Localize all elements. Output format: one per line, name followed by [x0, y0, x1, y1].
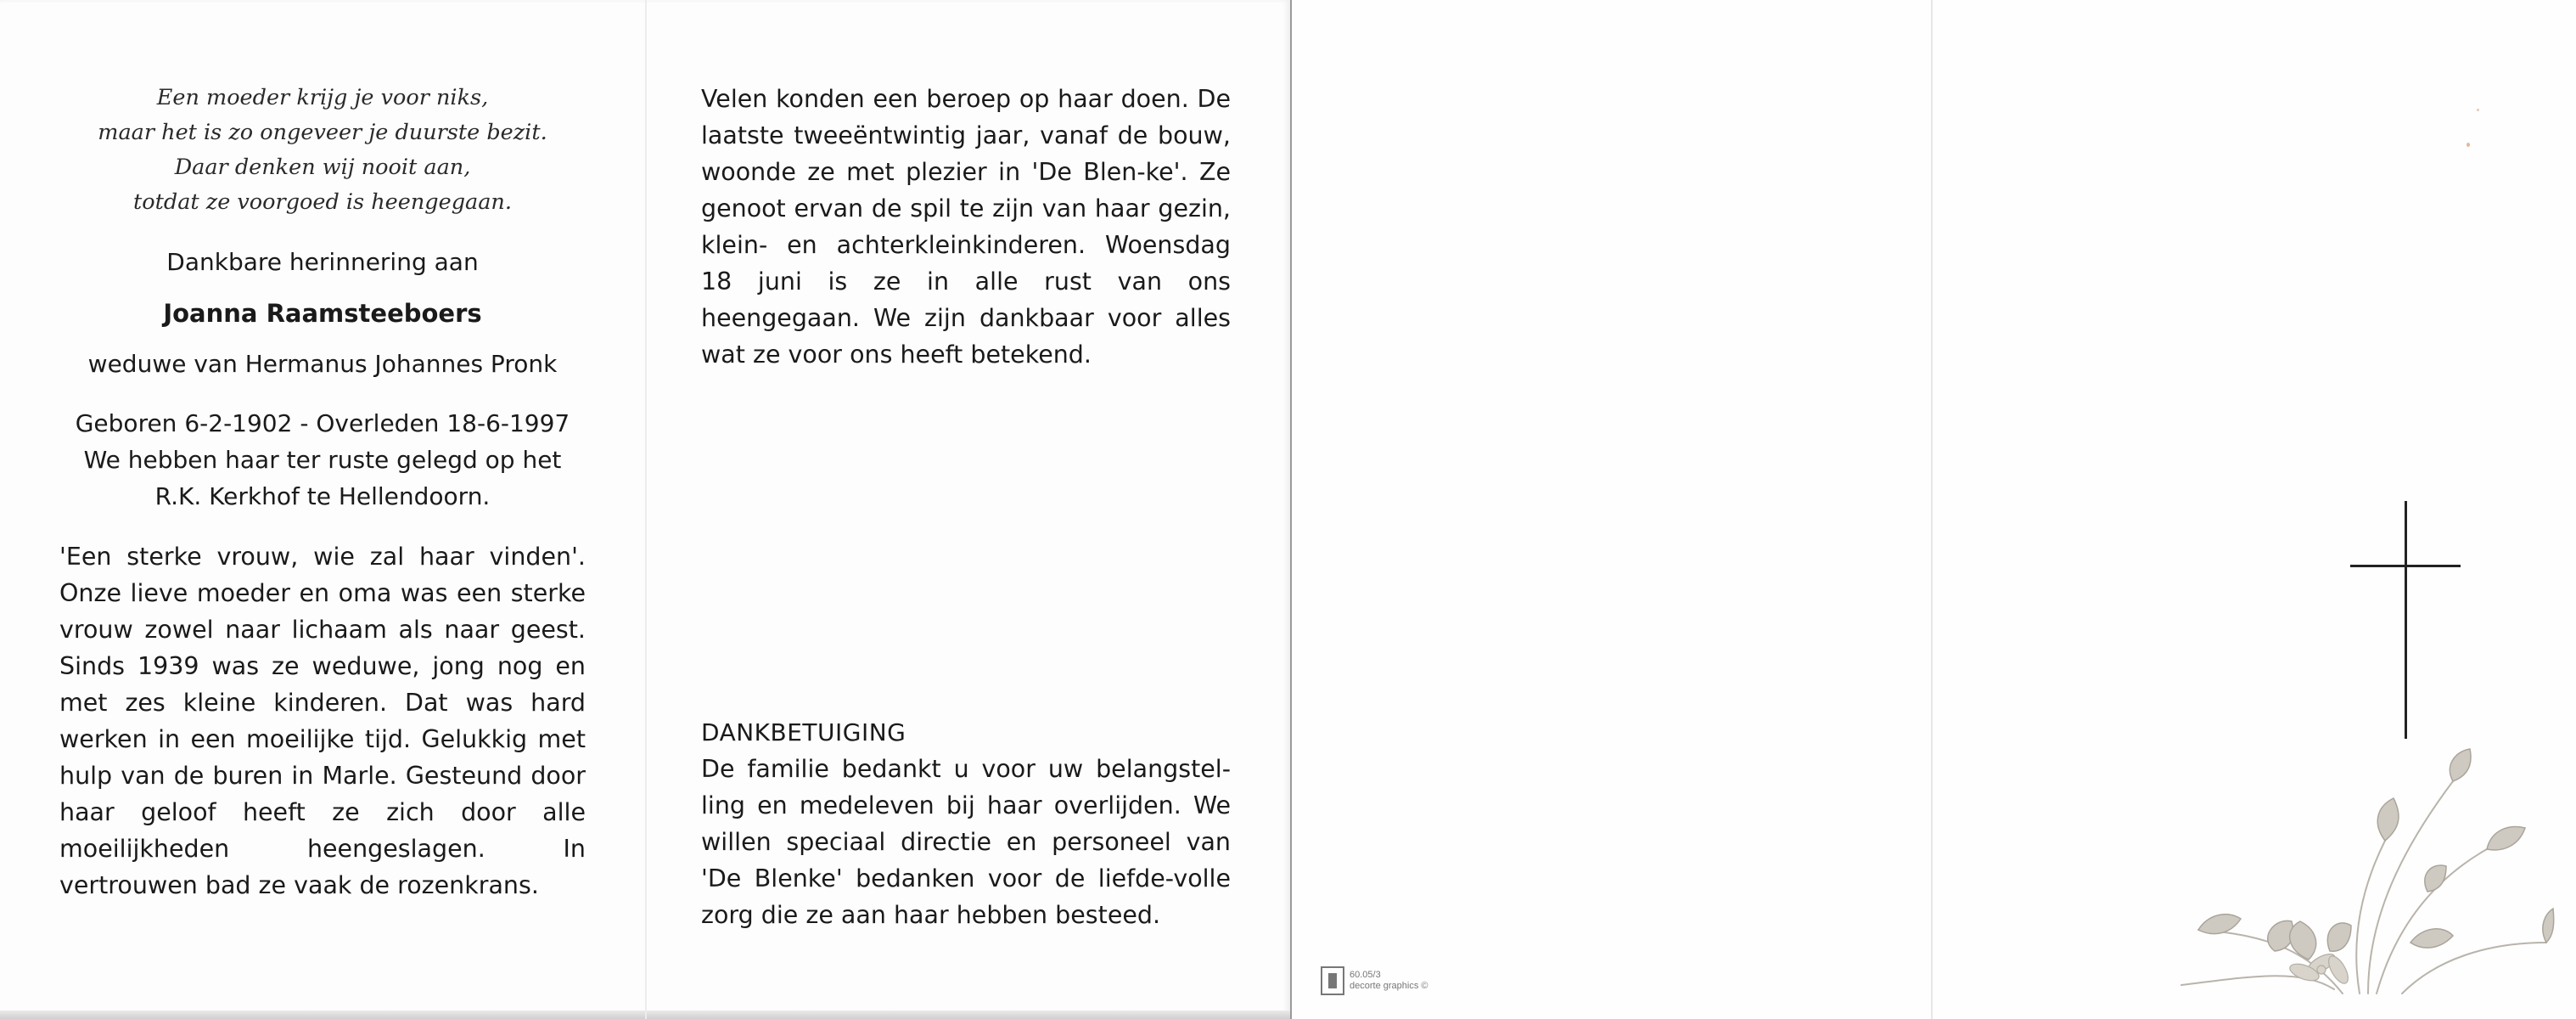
poem-line: Daar denken wij nooit aan,	[174, 155, 471, 180]
cover-fold-line	[1931, 0, 1933, 1019]
inner-fold-line	[645, 0, 647, 1019]
printer-info	[1350, 970, 1428, 992]
printer-mark	[1321, 966, 1428, 995]
burial-line: We hebben haar ter ruste gelegd op het	[83, 446, 562, 474]
paper-speck	[2477, 109, 2479, 111]
cemetery-line: R.K. Kerkhof te Hellendoorn.	[154, 482, 491, 510]
biography-left: 'Een sterke vrouw, wie zal haar vinden'. Onze lieve moeder en oma was een sterke vrouw zowel naar lichaam als naar geest. Sinds 1939 was ze weduwe, jong nog en met zes kleine kinderen. Dat was hard werken in een moeilijke tijd. Gelukkig met hulp van de buren in Marle. Gesteund door haar geloof heeft ze zich door alle moeilijkheden heengeslagen. In vertrouwen bad ze vaak de rozenkrans.	[59, 543, 586, 899]
poem-line: Een moeder krijg je voor niks,	[156, 85, 489, 110]
deceased-name: Joanna Raamsteeboers	[163, 299, 482, 328]
remembrance-intro: Dankbare herinnering aan	[166, 248, 479, 276]
cross-icon	[2350, 501, 2461, 739]
floral-illustration-icon	[2147, 747, 2555, 1002]
printer-code: 60.05/3	[1350, 970, 1381, 980]
life-dates	[59, 405, 586, 515]
cross-vertical-bar	[2405, 501, 2407, 739]
dates-line: Geboren 6-2-1902 - Overleden 18-6-1997	[75, 409, 570, 437]
poem-line: totdat ze voorgoed is heengegaan.	[133, 189, 512, 215]
paper-speck	[2467, 143, 2470, 147]
poem-line: maar het is zo ongeveer je duurste bezit.	[98, 120, 547, 145]
printer-logo-icon	[1321, 966, 1344, 995]
acknowledgement-text: De familie bedankt u voor uw belangstel-ling en medeleven bij haar overlijden. We willen speciaal directie en personeel van 'De Blenke' bedanken voor de liefde-volle zorg die ze aan haar hebben besteed.	[701, 755, 1231, 929]
cross-horizontal-bar	[2350, 565, 2461, 567]
widow-of: weduwe van Hermanus Johannes Pronk	[87, 350, 558, 378]
memorial-poem	[59, 81, 586, 220]
acknowledgement-title: DANKBETUIGING	[701, 718, 906, 746]
printer-name: decorte graphics ©	[1350, 981, 1428, 991]
middle-column	[701, 81, 1231, 933]
biography-right: Velen konden een beroep op haar doen. De laatste tweeëntwintig jaar, vanaf de bouw, woonde ze met plezier in 'De Blen-ke'. Ze genoot ervan de spil te zijn van haar gezin, klein- en achterkleinkinderen. Woensdag 18 juni is ze in alle rust van ons heengegaan. We zijn dankbaar voor alles wat ze voor ons heeft betekend.	[701, 85, 1231, 369]
left-column	[59, 81, 586, 904]
